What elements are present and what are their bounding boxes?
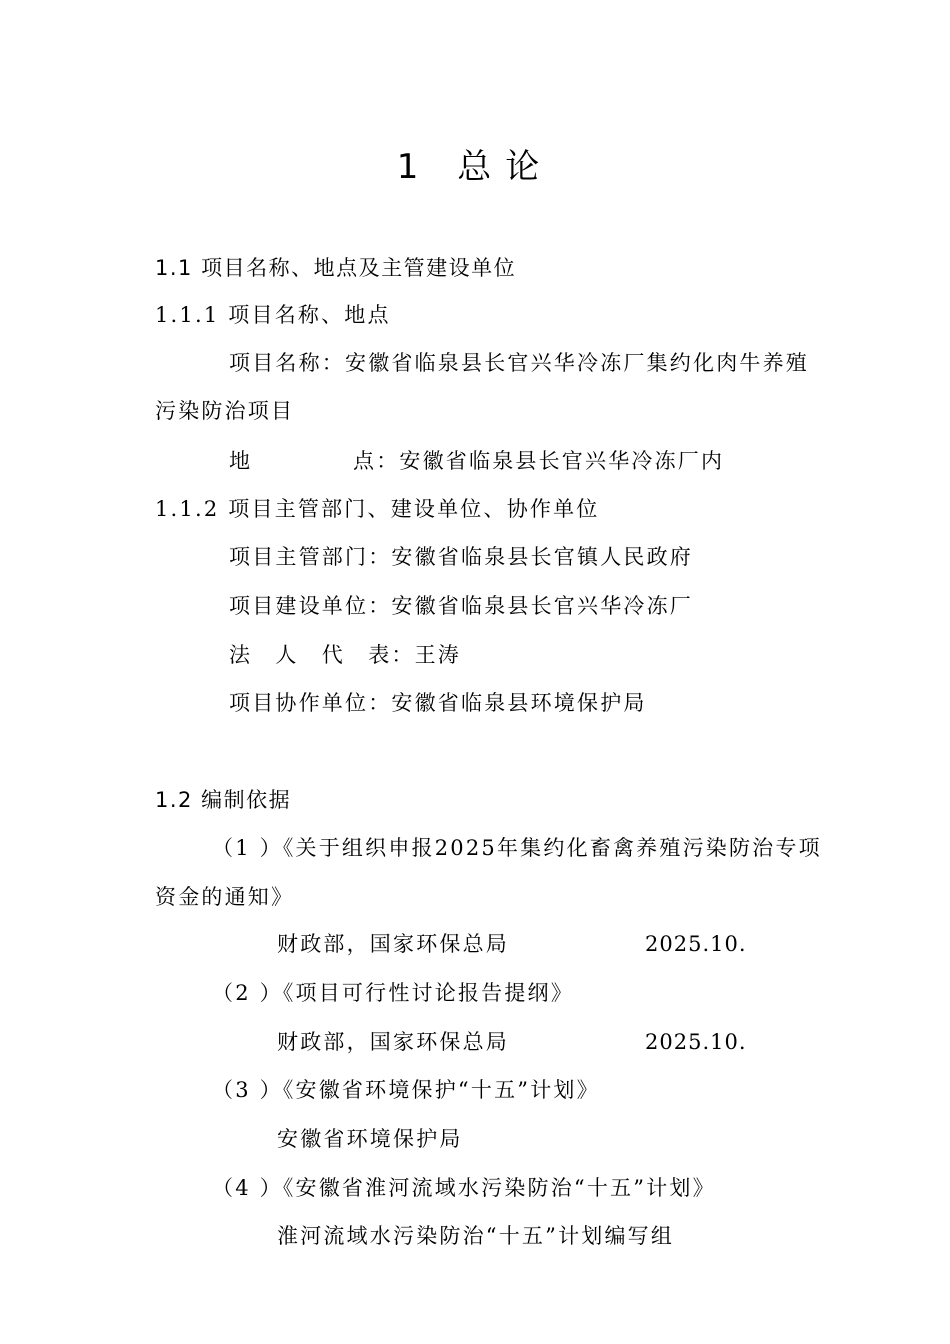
basis-item-1-line1: （1 ）《关于组织申报2025年集约化畜禽养殖污染防治专项 [212, 836, 822, 860]
basis-item-2-issuer: 财政部，国家环保总局 [277, 1030, 509, 1054]
location-label: 地 [229, 449, 253, 473]
legal-representative: 法 人 代 表：王涛 [229, 643, 461, 667]
basis-item-1-line2: 资金的通知》 [155, 885, 295, 909]
basis-item-3-issuer: 安徽省环境保护局 [277, 1127, 463, 1151]
basis-item-1-date: 2025.10. [645, 932, 747, 956]
construction-unit: 项目建设单位：安徽省临泉县长官兴华冷冻厂 [229, 594, 693, 618]
section-heading-1-1: 1.1 项目名称、地点及主管建设单位 [155, 256, 517, 280]
subsection-heading-1-1-2: 1.1.2 项目主管部门、建设单位、协作单位 [155, 497, 600, 521]
basis-item-2-line1: （2 ）《项目可行性讨论报告提纲》 [212, 981, 574, 1005]
project-name-line1: 项目名称：安徽省临泉县长官兴华冷冻厂集约化肉牛养殖 [229, 351, 809, 375]
competent-department: 项目主管部门：安徽省临泉县长官镇人民政府 [229, 545, 693, 569]
cooperation-unit: 项目协作单位：安徽省临泉县环境保护局 [229, 691, 647, 715]
location-value: 点：安徽省临泉县长官兴华冷冻厂内 [353, 449, 725, 473]
subsection-heading-1-1-1: 1.1.1 项目名称、地点 [155, 303, 391, 327]
basis-item-1-issuer: 财政部，国家环保总局 [277, 932, 509, 956]
basis-item-2-date: 2025.10. [645, 1030, 747, 1054]
section-heading-1-2: 1.2 编制依据 [155, 788, 292, 812]
basis-item-4-issuer: 淮河流域水污染防治“十五”计划编写组 [277, 1224, 675, 1248]
basis-item-4-line1: （4 ）《安徽省淮河流域水污染防治“十五”计划》 [212, 1176, 716, 1200]
page-title: 1 总论 [396, 147, 554, 187]
project-name-line2: 污染防治项目 [155, 399, 295, 423]
basis-item-3-line1: （3 ）《安徽省环境保护“十五”计划》 [212, 1078, 600, 1102]
